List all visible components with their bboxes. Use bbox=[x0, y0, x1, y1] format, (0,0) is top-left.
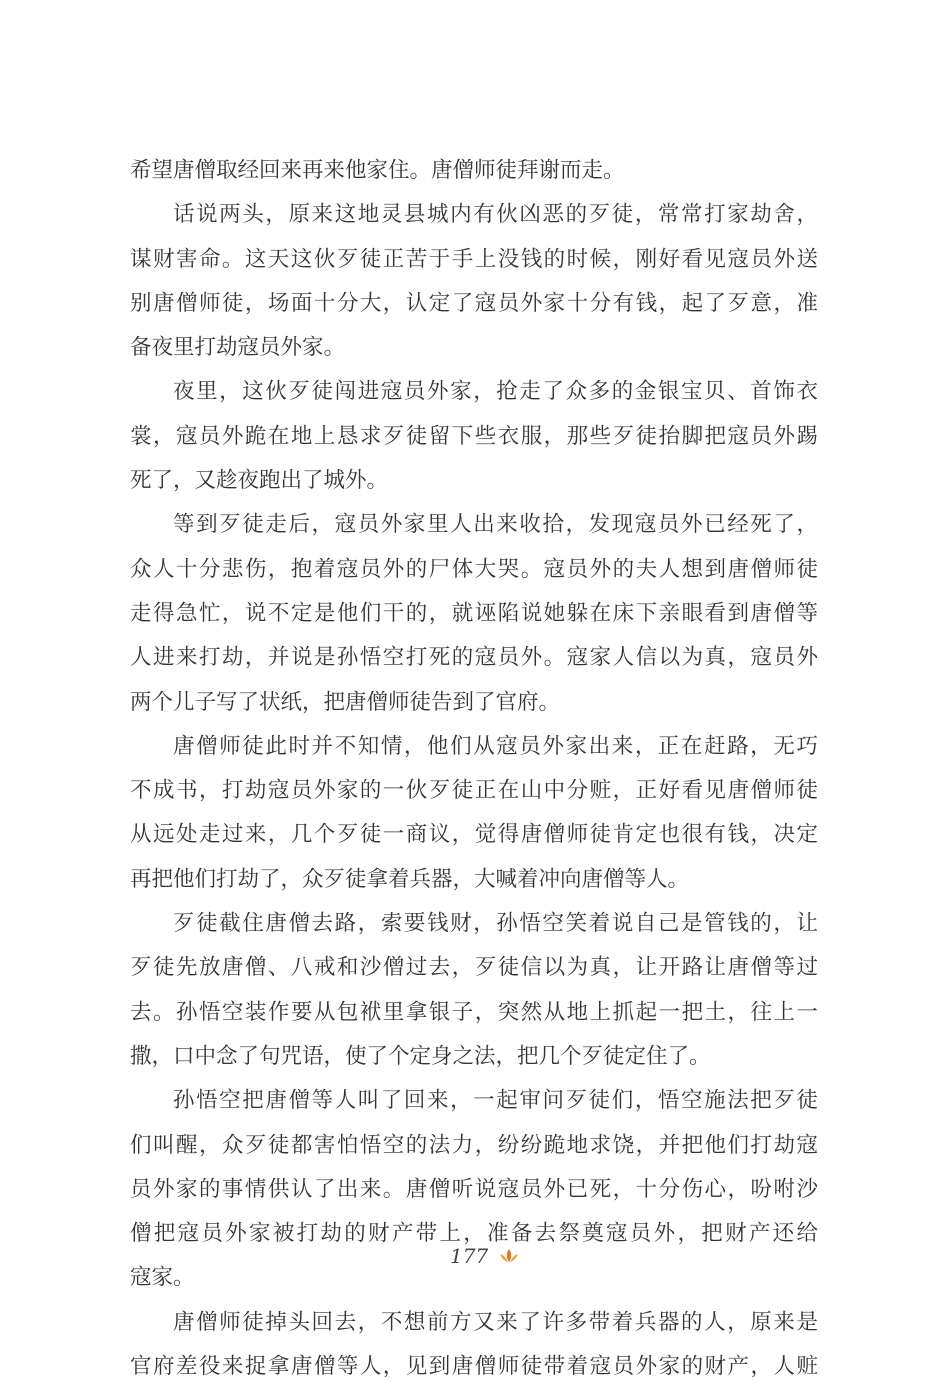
paragraph-line: 唐僧师徒掉头回去，不想前方又来了许多带着兵器的人，原来是 bbox=[173, 1309, 818, 1335]
page-number: 177 bbox=[450, 1244, 489, 1268]
paragraph-line: 撒，口中念了句咒语，使了个定身之法，把几个歹徒定住了。 bbox=[130, 1043, 711, 1069]
paragraph-line: 等到歹徒走后，寇员外家里人出来收拾，发现寇员外已经死了， bbox=[173, 512, 818, 538]
paragraph-line: 备夜里打劫寇员外家。 bbox=[130, 335, 346, 361]
paragraph-line: 死了，又趁夜跑出了城外。 bbox=[130, 468, 389, 494]
paragraph-line: 人进来打劫，并说是孙悟空打死的寇员外。寇家人信以为真，寇员外 bbox=[130, 645, 818, 671]
paragraph-line: 唐僧师徒此时并不知情，他们从寇员外家出来，正在赶路，无巧 bbox=[173, 733, 818, 759]
paragraph-line: 希望唐僧取经回来再来他家住。唐僧师徒拜谢而走。 bbox=[130, 158, 625, 183]
paragraph-line: 再把他们打劫了，众歹徒拿着兵器，大喊着冲向唐僧等人。 bbox=[130, 866, 690, 892]
paragraph-line: 众人十分悲伤，抱着寇员外的尸体大哭。寇员外的夫人想到唐僧师徒 bbox=[130, 556, 818, 582]
paragraph-line: 去。孙悟空装作要从包袱里拿银子，突然从地上抓起一把土，往上一 bbox=[130, 999, 818, 1025]
paragraph-line: 不成书，打劫寇员外家的一伙歹徒正在山中分赃，正好看见唐僧师徒 bbox=[130, 778, 818, 804]
paragraph-line: 寇家。 bbox=[130, 1265, 195, 1291]
paragraph-line: 夜里，这伙歹徒闯进寇员外家，抢走了众多的金银宝贝、首饰衣 bbox=[173, 379, 818, 405]
body-text bbox=[130, 151, 818, 1391]
paragraph-line: 们叫醒，众歹徒都害怕悟空的法力，纷纷跪地求饶，并把他们打劫寇 bbox=[130, 1132, 818, 1158]
paragraph-line: 话说两头，原来这地灵县城内有伙凶恶的歹徒，常常打家劫舍， bbox=[173, 202, 818, 228]
paragraph-line: 别唐僧师徒，场面十分大，认定了寇员外家十分有钱，起了歹意，准 bbox=[130, 290, 818, 316]
paragraph-line: 歹徒先放唐僧、八戒和沙僧过去，歹徒信以为真，让开路让唐僧等过 bbox=[130, 955, 818, 981]
paragraph-line: 孙悟空把唐僧等人叫了回来，一起审问歹徒们，悟空施法把歹徒 bbox=[173, 1088, 818, 1114]
paragraph-line: 谋财害命。这天这伙歹徒正苦于手上没钱的时候，刚好看见寇员外送 bbox=[130, 246, 818, 272]
paragraph-line: 裳，寇员外跪在地上恳求歹徒留下些衣服，那些歹徒抬脚把寇员外踢 bbox=[130, 423, 818, 449]
lotus-icon bbox=[498, 1248, 520, 1264]
paragraph-line: 僧把寇员外家被打劫的财产带上，准备去祭奠寇员外，把财产还给 bbox=[130, 1221, 818, 1247]
paragraph-line: 官府差役来捉拿唐僧等人，见到唐僧师徒带着寇员外家的财产，人赃 bbox=[130, 1354, 818, 1380]
page-footer bbox=[0, 1240, 944, 1280]
paragraph-line: 歹徒截住唐僧去路，索要钱财，孙悟空笑着说自己是管钱的，让 bbox=[173, 911, 818, 937]
paragraph-line: 员外家的事情供认了出来。唐僧听说寇员外已死，十分伤心，吩咐沙 bbox=[130, 1176, 818, 1202]
paragraph-line: 走得急忙，说不定是他们干的，就诬陷说她躲在床下亲眼看到唐僧等 bbox=[130, 600, 818, 626]
paragraph-line: 两个儿子写了状纸，把唐僧师徒告到了官府。 bbox=[130, 689, 561, 715]
paragraph-line: 从远处走过来，几个歹徒一商议，觉得唐僧师徒肯定也很有钱，决定 bbox=[130, 822, 818, 848]
